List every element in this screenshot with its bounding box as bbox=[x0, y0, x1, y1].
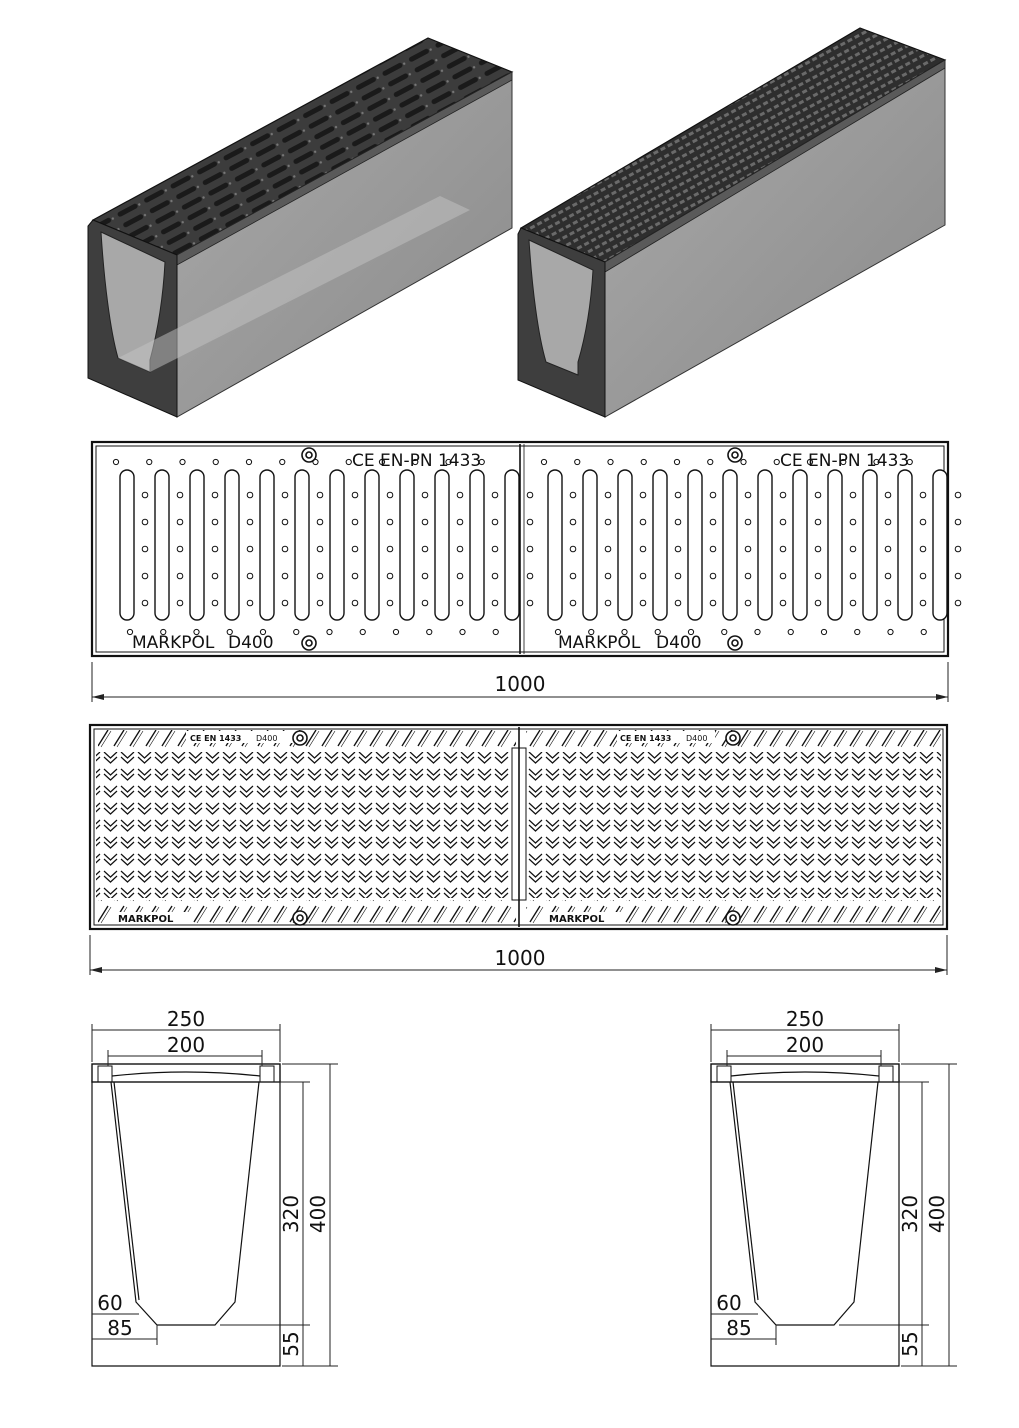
dim-depth-inner: 320 bbox=[279, 1194, 303, 1234]
dim-bottom-outer: 85 bbox=[726, 1316, 752, 1340]
mesh-class-top-left: D400 bbox=[256, 734, 278, 743]
grate-slot bbox=[365, 470, 379, 620]
grate-slot bbox=[260, 470, 274, 620]
dim-base: 55 bbox=[898, 1331, 922, 1357]
grate-slot bbox=[470, 470, 484, 620]
grate-mesh-plan bbox=[90, 725, 947, 929]
grate-slot bbox=[548, 470, 562, 620]
grate-hole bbox=[955, 600, 961, 606]
grate-slot bbox=[793, 470, 807, 620]
section-channel-wall bbox=[733, 1082, 758, 1300]
slotted-brand-right: MARKPOL bbox=[558, 633, 641, 653]
grate-hole bbox=[955, 492, 961, 498]
dim-width-inner: 200 bbox=[785, 1033, 825, 1057]
dim-bottom-inner: 60 bbox=[97, 1291, 123, 1315]
section-channel-profile bbox=[730, 1082, 878, 1325]
grate-slot bbox=[190, 470, 204, 620]
grate-slot bbox=[828, 470, 842, 620]
dim-bottom-outer: 85 bbox=[107, 1316, 133, 1340]
grate-slot bbox=[758, 470, 772, 620]
grate-slot bbox=[653, 470, 667, 620]
slotted-brand-left: MARKPOL bbox=[132, 633, 215, 653]
section-channel-wall bbox=[114, 1082, 139, 1300]
section-frame bbox=[711, 1064, 899, 1082]
dim-mesh-length-text: 1000 bbox=[494, 946, 546, 970]
dim-height-total: 400 bbox=[306, 1194, 330, 1234]
grate-slot bbox=[400, 470, 414, 620]
cross-section-right bbox=[711, 1007, 957, 1366]
grate-hole bbox=[955, 519, 961, 525]
dim-width-inner: 200 bbox=[166, 1033, 206, 1057]
mesh-marking-top-right: CE EN 1433 bbox=[620, 734, 672, 743]
grate-slot bbox=[618, 470, 632, 620]
grate-slot bbox=[330, 470, 344, 620]
slotted-marking-top-left: CE EN-PN 1433 bbox=[352, 451, 482, 471]
cross-section-left bbox=[92, 1007, 338, 1366]
mesh-brand-right: MARKPOL bbox=[549, 914, 605, 925]
section-channel-profile bbox=[111, 1082, 259, 1325]
grate-slot bbox=[435, 470, 449, 620]
grate-slot bbox=[583, 470, 597, 620]
iso-channel-slotted bbox=[88, 38, 512, 417]
grate-slot bbox=[688, 470, 702, 620]
mesh-class-top-right: D400 bbox=[686, 734, 708, 743]
grate-hole bbox=[955, 546, 961, 552]
slotted-class-left: D400 bbox=[228, 633, 274, 653]
slotted-class-right: D400 bbox=[656, 633, 702, 653]
dim-base: 55 bbox=[279, 1331, 303, 1357]
grate-slot bbox=[933, 470, 947, 620]
grate-slot bbox=[225, 470, 239, 620]
grate-slot bbox=[120, 470, 134, 620]
mesh-brand-left: MARKPOL bbox=[118, 914, 174, 925]
grate-hole bbox=[955, 573, 961, 579]
iso-channel-mesh bbox=[518, 28, 945, 417]
grate-slot bbox=[723, 470, 737, 620]
grate-slot bbox=[863, 470, 877, 620]
grate-slotted-plan bbox=[92, 442, 961, 656]
dim-slotted-length-text: 1000 bbox=[494, 672, 546, 696]
grate-slot bbox=[898, 470, 912, 620]
section-frame bbox=[92, 1064, 280, 1082]
grate-slot bbox=[155, 470, 169, 620]
dim-width-total: 250 bbox=[785, 1007, 825, 1031]
grate-slot bbox=[295, 470, 309, 620]
dim-depth-inner: 320 bbox=[898, 1194, 922, 1234]
grate-slot bbox=[505, 470, 519, 620]
dim-height-total: 400 bbox=[925, 1194, 949, 1234]
mesh-marking-top-left: CE EN 1433 bbox=[190, 734, 242, 743]
dim-bottom-inner: 60 bbox=[716, 1291, 742, 1315]
dim-width-total: 250 bbox=[166, 1007, 206, 1031]
slotted-marking-top-right: CE EN-PN 1433 bbox=[780, 451, 910, 471]
